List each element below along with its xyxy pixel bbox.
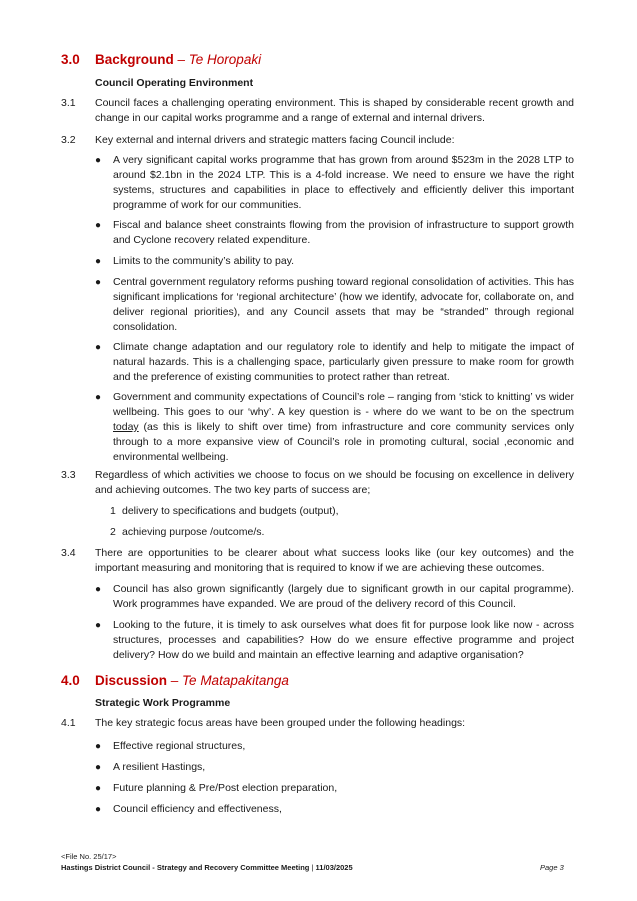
bullet-text: Looking to the future, it is timely to ask ourselves what does fit for purpose look like now - across structures, processes and capabilities? How do we ensure effective programme and project delivery? How do we build and maintain an effective learning and adaptive organisation? (113, 619, 574, 661)
item-number: 2 (110, 526, 116, 538)
section-number: 4.0 (61, 673, 80, 688)
bullet-text: Fiscal and balance sheet constraints flowing from the provision of infrastructure to support growth and Cyclone recovery related expenditure. (113, 219, 574, 246)
paragraph-3-2 (61, 133, 574, 148)
paragraph-4-1 (61, 716, 574, 731)
footer-meeting-line (61, 863, 353, 872)
subheading: Council Operating Environment (95, 77, 254, 89)
bullet-marker: ● (95, 277, 102, 288)
bullet-item (95, 781, 574, 796)
bullet-item (95, 275, 574, 335)
paragraph-number: 3.2 (61, 134, 76, 146)
bullet-item (95, 153, 574, 213)
bullet-item (95, 390, 574, 465)
section-subtitle: Te Horopaki (188, 52, 262, 67)
bullet-text: Future planning & Pre/Post election preparation, (113, 782, 338, 794)
bullet-marker: ● (95, 741, 102, 752)
bullet-text-part: (as this is likely to shift over time) from infrastructure and core community services only through to a more expansive view of Council’s role in promoting cultural, social ,economic and environmental wellbeing. (113, 421, 574, 463)
bullet-item (95, 802, 574, 817)
item-text: achieving purpose /outcome/s. (122, 526, 265, 538)
bullet-item (95, 760, 574, 775)
section-dash: – (173, 52, 189, 67)
subheading: Strategic Work Programme (95, 697, 231, 709)
bullet-marker: ● (95, 256, 102, 267)
bullet-item (95, 618, 574, 663)
paragraph-text: The key strategic focus areas have been grouped under the following headings: (95, 717, 466, 729)
paragraph-text: Key external and internal drivers and strategic matters facing Council include: (95, 134, 455, 146)
section-heading-4 (61, 673, 289, 688)
paragraph-text: Regardless of which activities we choose to focus on we should be focusing on excellence in delivery and achieving outcomes. The two key parts of success are; (95, 469, 574, 496)
section-title: Discussion (95, 673, 168, 688)
bullet-item (95, 254, 574, 269)
section-subtitle: Te Matapakitanga (182, 673, 289, 688)
bullet-text: Limits to the community’s ability to pay. (113, 255, 295, 267)
bullet-marker: ● (95, 620, 102, 631)
footer-meeting: Hastings District Council - Strategy and Recovery Committee Meeting (61, 863, 310, 872)
bullet-text: Climate change adaptation and our regulatory role to identify and help to mitigate the impact of natural hazards. This is a challenging space, particularly given pressure to make room for growth and the preference of existing communities to protect rather than retreat. (113, 341, 574, 383)
item-text: delivery to specifications and budgets (output), (122, 505, 339, 517)
paragraph-text: There are opportunities to be clearer about what success looks like (our key outcomes) and the important measuring and monitoring that is required to know if we are achieving these outcomes. (95, 547, 574, 574)
paragraph-3-1 (61, 96, 574, 126)
paragraph-number: 3.3 (61, 469, 76, 481)
section-number: 3.0 (61, 52, 80, 67)
paragraph-number: 4.1 (61, 717, 76, 729)
bullet-marker: ● (95, 155, 102, 166)
underlined-word: today (113, 421, 139, 433)
bullet-item (95, 739, 574, 754)
paragraph-number: 3.1 (61, 97, 76, 109)
paragraph-3-4 (61, 546, 574, 576)
bullet-text: Effective regional structures, (113, 740, 246, 752)
bullet-marker: ● (95, 584, 102, 595)
bullet-marker: ● (95, 220, 102, 231)
bullet-marker: ● (95, 392, 102, 403)
section-dash: – (167, 673, 183, 688)
bullet-text-part: Government and community expectations of Council’s role – ranging from ‘stick to knitting’ vs wider wellbeing. This goes to our ‘why’. A key question is - where do we want to be on the spectrum (113, 391, 574, 418)
paragraph-text: Council faces a challenging operating environment. This is shaped by considerable recent growth and change in our capital works programme and a range of external and internal drivers. (95, 97, 574, 124)
bullet-text: Council efficiency and effectiveness, (113, 803, 282, 815)
footer-separator: | (309, 863, 316, 872)
numbered-item (110, 525, 264, 540)
bullet-text: A resilient Hastings, (113, 761, 206, 773)
bullet-item (95, 218, 574, 248)
item-number: 1 (110, 505, 116, 517)
paragraph-number: 3.4 (61, 547, 76, 559)
numbered-item (110, 504, 339, 519)
section-heading-3 (61, 52, 261, 67)
bullet-item (95, 340, 574, 385)
section-title: Background (95, 52, 174, 67)
bullet-marker: ● (95, 783, 102, 794)
bullet-text: Council has also grown significantly (largely due to significant growth in our capital programme). Work programmes have expanded. We are proud of the delivery record of this Council. (113, 583, 574, 610)
bullet-text: Central government regulatory reforms pushing toward regional consolidation of activities. This has significant implications for ‘regional architecture’ (how we identify, advocate for, collaborate on, and deliver regional priorities), and any Council assets that may be “stranded” through regional consolidation. (113, 276, 574, 333)
footer-page-number: Page 3 (540, 863, 564, 872)
bullet-marker: ● (95, 342, 102, 353)
bullet-item (95, 582, 574, 612)
footer-date: 11/03/2025 (315, 863, 353, 872)
bullet-text: A very significant capital works programme that has grown from around $523m in the 2028 LTP to around $2.1bn in the 2024 LTP. This is a 4-fold increase. We need to ensure we have the right systems, structures and capabilities in place to effectively and efficiently deliver this important programme of work for our communities. (113, 154, 574, 211)
bullet-marker: ● (95, 804, 102, 815)
footer-file-number: <File No. 25/17> (61, 852, 117, 861)
paragraph-3-3 (61, 468, 574, 498)
bullet-marker: ● (95, 762, 102, 773)
bullet-text (113, 390, 574, 465)
